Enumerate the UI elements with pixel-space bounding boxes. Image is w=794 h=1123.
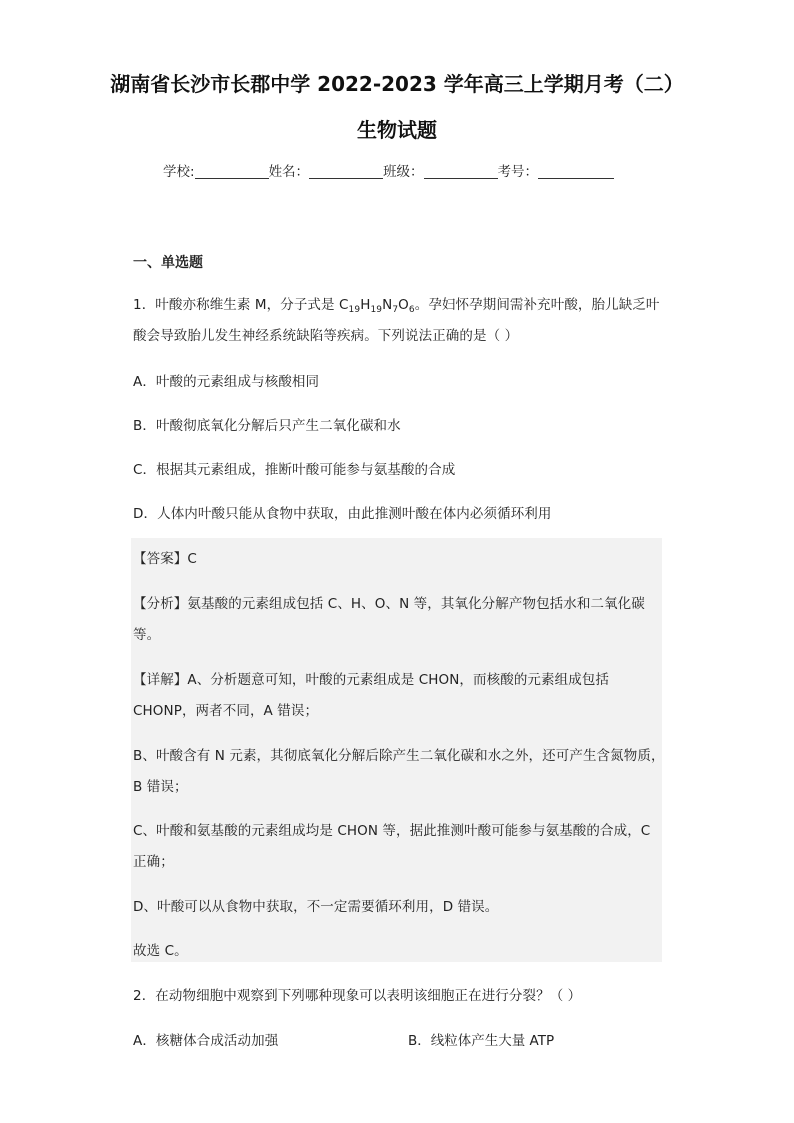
q1-answer: 【答案】C: [133, 551, 197, 567]
name-label: 姓名：: [268, 164, 310, 180]
q1-stem-line2: 酸会导致胎儿发生神经系统缺陷等疾病。下列说法正确的是（ ）: [133, 328, 519, 344]
exam-number-blank[interactable]: [538, 164, 614, 179]
school-label: 学校:: [163, 164, 195, 180]
q1-detail-line: B 错误；: [133, 779, 188, 795]
q2-option-b[interactable]: B．线粒体产生大量 ATP: [408, 1033, 555, 1049]
q1-detail-line: 【详解】A、分析题意可知，叶酸的元素组成是 CHON，而核酸的元素组成包括: [133, 672, 610, 688]
q1-detail-line: 故选 C。: [133, 943, 188, 959]
q1-detail-line: C、叶酸和氨基酸的元素组成均是 CHON 等，据此推测叶酸可能参与氨基酸的合成，C: [133, 823, 651, 839]
exam-subtitle: 生物试题: [357, 118, 437, 142]
student-info-row: [163, 160, 614, 180]
q1-stem-line1: 1．叶酸亦称维生素 M，分子式是 $C_{19}H_{19}N_7O_6$。孕妇怀孕期间需补充叶酸，胎儿缺乏叶: [133, 297, 660, 315]
q2-option-a[interactable]: A．核糖体合成活动加强: [133, 1033, 279, 1049]
q1-option-b[interactable]: B．叶酸彻底氧化分解后只产生二氧化碳和水: [133, 418, 401, 434]
exam-title: 湖南省长沙市长郡中学 2022-2023 学年高三上学期月考（二）: [110, 72, 684, 96]
class-blank[interactable]: [424, 164, 498, 179]
q1-option-d[interactable]: D．人体内叶酸只能从食物中获取，由此推测叶酸在体内必须循环利用: [133, 506, 552, 522]
exam-number-label: 考号：: [497, 164, 539, 180]
class-label: 班级：: [383, 164, 424, 180]
school-blank[interactable]: [195, 164, 269, 179]
q1-detail-line: D、叶酸可以从食物中获取，不一定需要循环利用，D 错误。: [133, 899, 499, 915]
section-title: 一、单选题: [133, 255, 203, 271]
name-blank[interactable]: [309, 164, 383, 179]
q1-detail-line: 正确；: [133, 854, 174, 870]
q1-option-c[interactable]: C．根据其元素组成，推断叶酸可能参与氨基酸的合成: [133, 462, 456, 478]
q2-stem: 2．在动物细胞中观察到下列哪种现象可以表明该细胞正在进行分裂？（ ）: [133, 988, 582, 1004]
q1-detail-line: B、叶酸含有 N 元素，其彻底氧化分解后除产生二氧化碳和水之外，还可产生含氮物质，: [133, 748, 665, 764]
q1-option-a[interactable]: A．叶酸的元素组成与核酸相同: [133, 374, 320, 390]
q1-analysis-line1: 【分析】氨基酸的元素组成包括 C、H、O、N 等，其氧化分解产物包括水和二氧化碳: [133, 596, 645, 612]
q1-detail-line: CHONP，两者不同，A 错误；: [133, 703, 319, 719]
q1-analysis-line2: 等。: [133, 627, 161, 643]
